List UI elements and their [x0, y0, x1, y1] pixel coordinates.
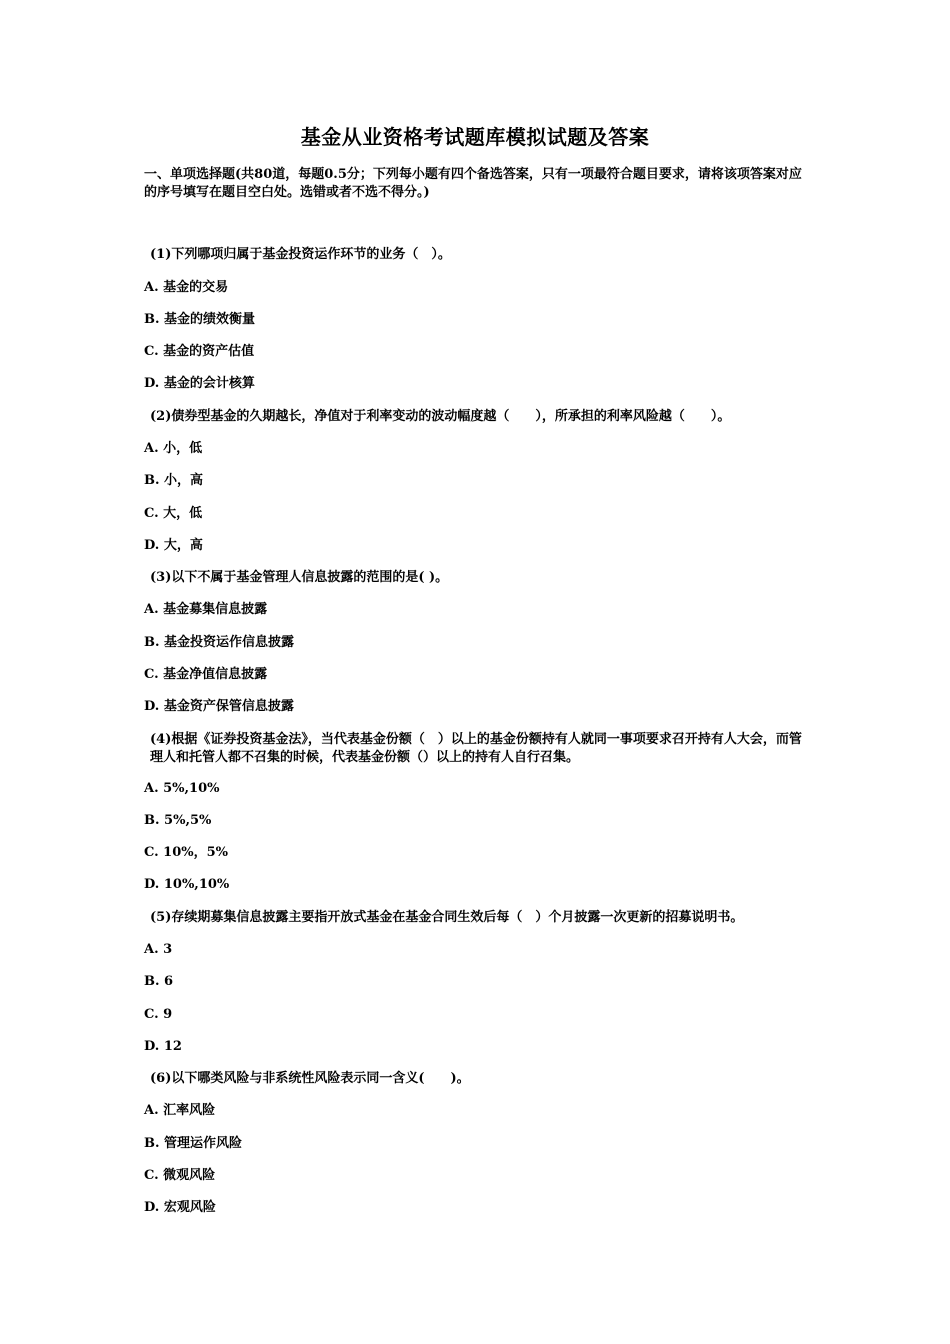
- option-5d: D. 12: [144, 1039, 182, 1054]
- option-3d: D. 基金资产保管信息披露: [144, 699, 294, 714]
- option-3c: C. 基金净值信息披露: [144, 667, 268, 682]
- option-5a: A. 3: [144, 942, 173, 957]
- option-1d: D. 基金的会计核算: [144, 376, 255, 391]
- question-stem-4: (4)根据《证券投资基金法》，当代表基金份额（ ）以上的基金份额持有人就同一事项要求召开持有人大会，而管理人和托管人都不召集的时候，代表基金份额（）以上的持有人自行召集。: [150, 732, 802, 765]
- option-6b: B. 管理运作风险: [144, 1136, 243, 1151]
- option-6c: C. 微观风险: [144, 1168, 216, 1183]
- question-stem-3: (3)以下不属于基金管理人信息披露的范围的是( )。: [150, 570, 449, 585]
- option-1b: B. 基金的绩效衡量: [144, 312, 256, 327]
- section-intro: 一、单项选择题(共80道，每题0.5分；下列每小题有四个备选答案，只有一项最符合题目要求，请将该项答案对应的序号填写在题目空白处。选错或者不选不得分。): [144, 167, 802, 200]
- option-6d: D. 宏观风险: [144, 1200, 216, 1215]
- option-3a: A. 基金募集信息披露: [144, 602, 268, 617]
- document-title: 基金从业资格考试题库模拟试题及答案: [300, 125, 650, 149]
- option-2b: B. 小，高: [144, 473, 204, 488]
- option-4c: C. 10%，5%: [144, 845, 229, 860]
- question-stem-1: (1)下列哪项归属于基金投资运作环节的业务（ ）。: [150, 247, 451, 262]
- option-5b: B. 6: [144, 974, 174, 989]
- question-stem-6: (6)以下哪类风险与非系统性风险表示同一含义( )。: [150, 1071, 470, 1086]
- option-2d: D. 大，高: [144, 538, 203, 553]
- option-1c: C. 基金的资产估值: [144, 344, 255, 359]
- option-2c: C. 大，低: [144, 506, 203, 521]
- option-2a: A. 小，低: [144, 441, 203, 456]
- option-4d: D. 10%,10%: [144, 877, 230, 892]
- option-4a: A. 5%,10%: [144, 781, 220, 796]
- option-5c: C. 9: [144, 1007, 173, 1022]
- option-3b: B. 基金投资运作信息披露: [144, 635, 295, 650]
- option-1a: A. 基金的交易: [144, 280, 229, 295]
- question-stem-5: (5)存续期募集信息披露主要指开放式基金在基金合同生效后每（ ）个月披露一次更新的招募说明书。: [150, 910, 744, 925]
- option-6a: A. 汇率风险: [144, 1103, 216, 1118]
- question-stem-2: (2)债券型基金的久期越长，净值对于利率变动的波动幅度越（ ），所承担的利率风险越（ ）。: [150, 409, 731, 424]
- option-4b: B. 5%,5%: [144, 813, 212, 828]
